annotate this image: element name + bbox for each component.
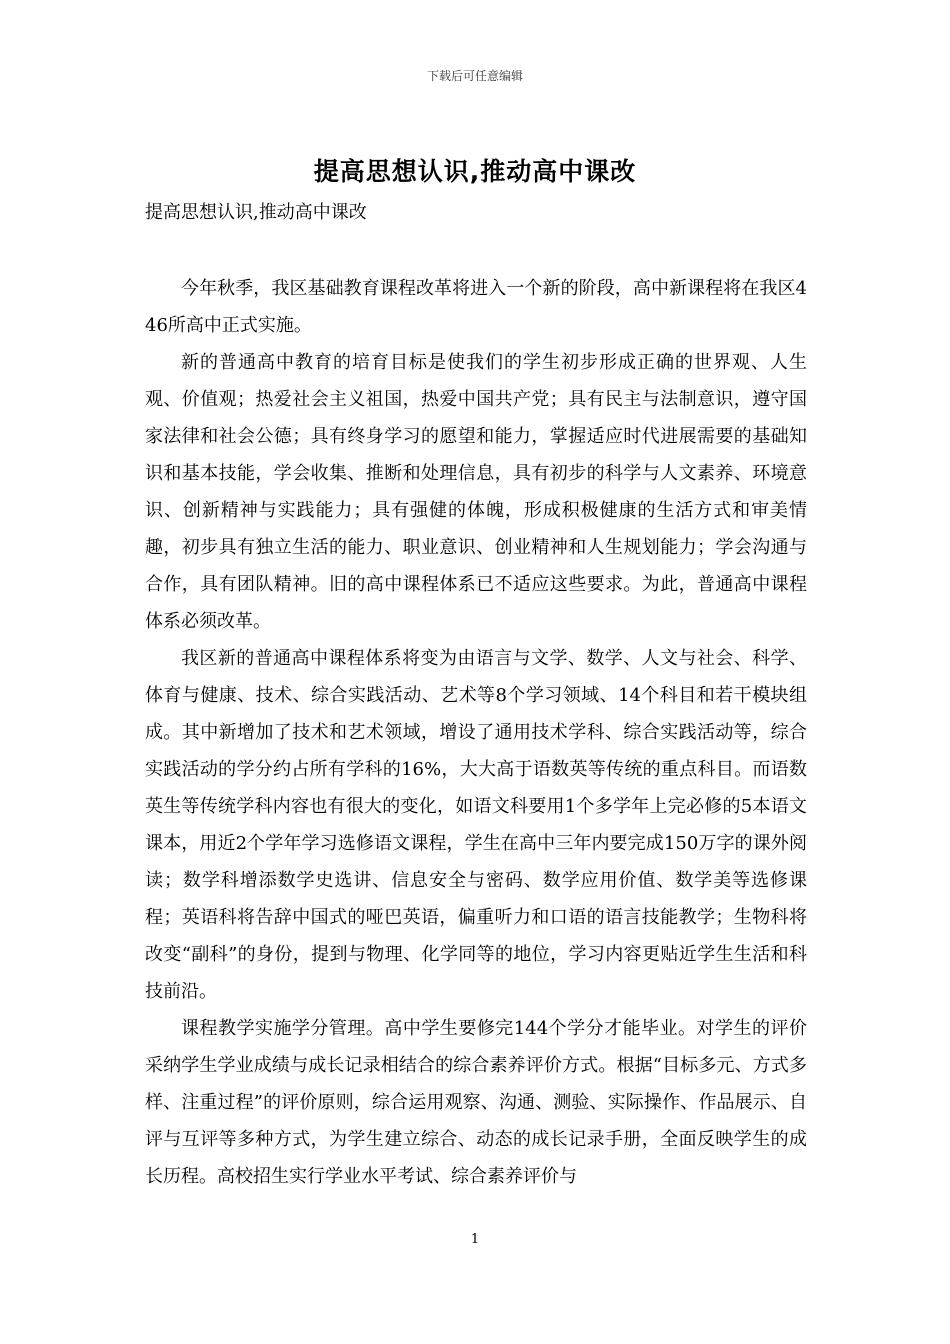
page-number: 1 — [470, 1232, 480, 1247]
paragraph: 新的普通高中教育的培育目标是使我们的学生初步形成正确的世界观、人生观、价值观；热爱社会主义祖国，热爱中国共产党；具有民主与法制意识，遵守国家法律和社会公德；具有终身学习的愿望和能力，掌握适应时代进展需要的基础知识和基本技能，学会收集、推断和处理信息，具有初步的科学与人文素养、环境意识、创新精神与实践能力；具有强健的体魄，形成积极健康的生活方式和审美情趣，初步具有独立生活的能力、职业意识、创业精神和人生规划能力；学会沟通与合作，具有团队精神。旧的高中课程体系已不适应这些要求。为此，普通高中课程体系必须改革。 — [145, 352, 807, 632]
document-title: 提高思想认识,推动高中课改 — [313, 157, 637, 186]
document-body — [145, 270, 807, 1195]
paragraph: 课程教学实施学分管理。高中学生要修完144个学分才能毕业。对学生的评价采纳学生学业成绩与成长记录相结合的综合素养评价方式。根据“目标多元、方式多样、注重过程”的评价原则，综合运用观察、沟通、测验、实际操作、作品展示、自评与互评等多种方式，为学生建立综合、动态的成长记录手册，全面反映学生的成长历程。高校招生实行学业水平考试、综合素养评价与 — [145, 1018, 807, 1187]
paragraph: 今年秋季，我区基础教育课程改革将进入一个新的阶段，高中新课程将在我区446所高中正式实施。 — [145, 278, 807, 336]
document-subtitle: 提高思想认识,推动高中课改 — [145, 202, 367, 223]
header-note: 下载后可任意编辑 — [426, 69, 523, 83]
paragraph: 我区新的普通高中课程体系将变为由语言与文学、数学、人文与社会、科学、体育与健康、技术、综合实践活动、艺术等8个学习领域、14个科目和若干模块组成。其中新增加了技术和艺术领域，增设了通用技术学科、综合实践活动等，综合实践活动的学分约占所有学科的16%，大大高于语数英等传统的重点科目。而语数英生等传统学科内容也有很大的变化，如语文科要用1个多学年上完必修的5本语文课本，用近2个学年学习选修语文课程，学生在高中三年内要完成150万字的课外阅读；数学科增添数学史选讲、信息安全与密码、数学应用价值、数学美等选修课程；英语科将告辞中国式的哑巴英语，偏重听力和口语的语言技能教学；生物科将改变“副科”的身份，提到与物理、化学同等的地位，学习内容更贴近学生生活和科技前沿。 — [145, 648, 807, 1002]
